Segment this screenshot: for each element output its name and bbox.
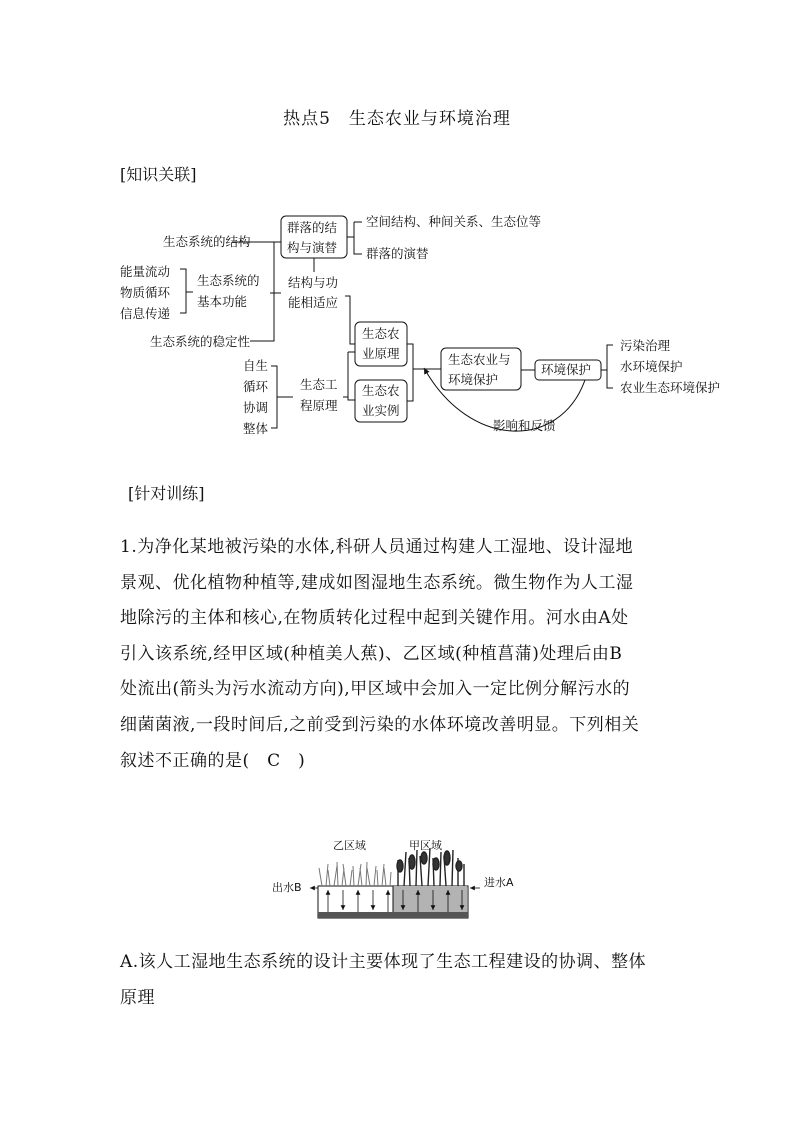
cm-agri-env-2: 环境保护 (448, 372, 499, 387)
question-line: 处流出(箭头为污水流动方向),甲区域中会加入一定比例分解污水的 (120, 679, 631, 700)
cm-agri-case-2: 业实例 (362, 403, 400, 418)
cm-basic-function-2: 基本功能 (197, 294, 248, 309)
page-title: 热点5 生态农业与环境治理 (283, 109, 511, 129)
cm-eco-eng-2: 程原理 (300, 398, 338, 413)
cm-stability: 生态系统的稳定性 (150, 334, 251, 349)
cm-spatial: 空间结构、种间关系、生态位等 (366, 214, 542, 229)
concept-map (0, 200, 794, 450)
cm-whole: 整体 (243, 421, 269, 436)
question-line: 景观、优化植物种植等,建成如图湿地生态系统。微生物作为人工湿 (120, 572, 634, 593)
fig-outlet: 出水B (272, 881, 302, 894)
cm-struct-func-2: 能相适应 (288, 295, 339, 310)
cm-water-env: 水环境保护 (620, 359, 683, 374)
cm-basic-function-1: 生态系统的 (197, 273, 260, 288)
cm-pollution: 污染治理 (620, 338, 671, 353)
cm-feedback: 影响和反馈 (493, 418, 556, 433)
option-a-line: A.该人工湿地生态系统的设计主要体现了生态工程建设的协调、整体 (120, 952, 647, 972)
fig-zone-b: 乙区域 (333, 839, 366, 852)
cm-coordinate: 协调 (243, 400, 269, 415)
question-line: 叙述不正确的是( C ) (120, 750, 306, 771)
wetland-figure (0, 830, 794, 925)
section-knowledge: [知识关联] (120, 165, 197, 184)
cm-cycle: 循环 (243, 379, 269, 394)
fig-inlet: 进水A (484, 876, 514, 889)
cm-agri-case-1: 生态农 (362, 383, 400, 398)
option-a-line: 原理 (120, 987, 155, 1008)
cm-structure: 生态系统的结构 (163, 234, 251, 249)
cm-agri-env: 农业生态环境保护 (620, 380, 721, 395)
cm-agri-principle-1: 生态农 (362, 326, 400, 341)
cm-struct-func-1: 结构与功 (288, 275, 339, 290)
cm-energy-flow: 能量流动 (120, 264, 171, 279)
option-a (120, 945, 646, 1016)
cm-env-protect: 环境保护 (541, 362, 592, 377)
cm-succession: 群落的演替 (366, 246, 429, 261)
cm-info-transfer: 信息传递 (120, 306, 171, 321)
question-stem (120, 530, 680, 779)
cm-self-gen: 自生 (243, 358, 269, 373)
fig-zone-a: 甲区域 (409, 839, 442, 852)
cm-agri-env-1: 生态农业与 (448, 352, 511, 367)
cm-eco-eng-1: 生态工 (300, 377, 338, 392)
cm-community-2: 构与演替 (287, 240, 338, 255)
section-training: [针对训练] (128, 484, 205, 503)
question-line: 细菌菌液,一段时间后,之前受到污染的水体环境改善明显。下列相关 (120, 714, 640, 735)
question-line: 1.为净化某地被污染的水体,科研人员通过构建人工湿地、设计湿地 (120, 537, 634, 557)
question-line: 地除污的主体和核心,在物质转化过程中起到关键作用。河水由A处 (120, 608, 629, 629)
cm-community-1: 群落的结 (287, 220, 338, 235)
cm-material-cycle: 物质循环 (120, 285, 171, 300)
cm-agri-principle-2: 业原理 (362, 346, 400, 361)
question-line: 引入该系统,经甲区域(种植美人蕉)、乙区域(种植菖蒲)处理后由B (120, 643, 623, 664)
